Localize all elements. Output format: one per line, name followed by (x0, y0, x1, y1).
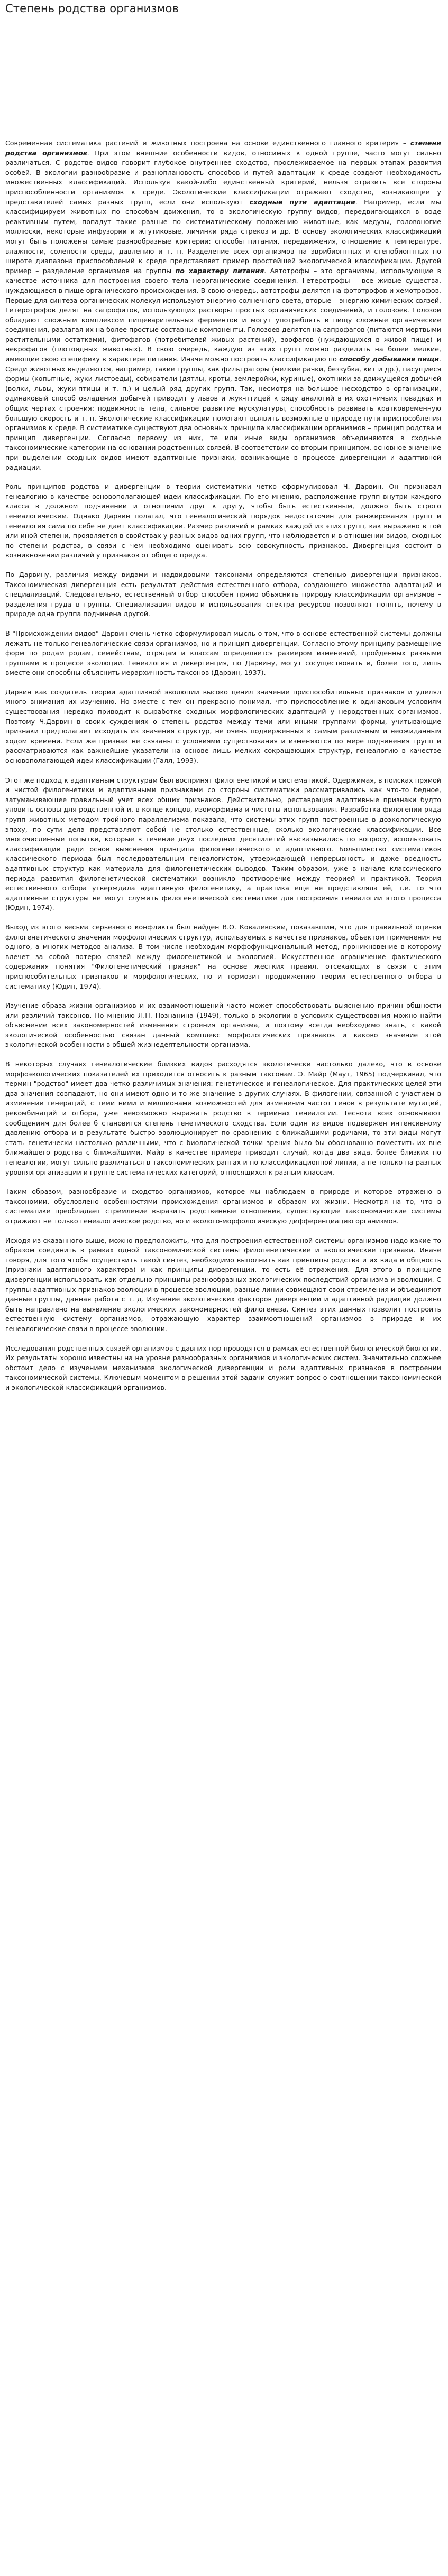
paragraph-text: . Автотрофы – это организмы, использующие в качестве источника для построения своего тела неорганические соединения. Гетеротрофы – все живые существа, нуждающиеся в пище органического происхождения. В свою очередь, автотрофы делятся на фототрофов и хемотрофов. Первые для синтеза органических молекул используют энергию солнечного света, вторые – энергию химических связей. Гетеротрофов делят на сапрофитов, использующих растворы простых органических соединений, и голозоев. Голозои обладают сложным комплексом пищеварительных ферментов и могут употреблять в пищу сложные органические соединения, разлагая их на более простые составные компоненты. Голозоев делятся на сапрофагов (питаются мертвыми растительными остатками), фитофагов (потребителей живых растений), зоофагов (нуждающихся в живой пище) и некрофагов (плотоядных животных). В свою очередь, каждую из этих групп можно разделить на более мелкие, имеющие свою специфику в характере питания. Иначе можно построить классификацию по (5, 266, 441, 364)
paragraph-text: В "Происхождении видов" Дарвин очень четко сформулировал мысль о том, что в основе естественной системы должны лежать не только генеалогические связи организмов, но и принцип дивергенции. Согласно этому принципу размещение форм по родам родам, семействам, отрядам и классам определяется размером изменений, пройденных разными группами в процессе эволюции. Генеалогия и дивергенция, по Дарвину, могут сосуществовать и, более того, лишь вместе они способны объяснить иерархичность таксонов (Дарвин, 1937). (5, 629, 441, 677)
article-paragraph (5, 687, 441, 766)
paragraph-text: Таким образом, разнообразие и сходство организмов, которое мы наблюдаем в природе и которое отражено в таксономии, обусловлено особенностями происхождения организмов и образом их жизни. Несмотря на то, что в систематике преобладает стремление выразить родственные отношения, существующие таксономические системы отражают не только генеалогическое родство, но и эколого-морфологическую дифференциацию организмов. (5, 1187, 441, 1225)
article-paragraph (5, 1236, 441, 1334)
paragraph-text: Этот же подход к адаптивным структурам был воспринят филогенетикой и систематикой. Одержимая, в поисках прямой и чистой филогенетики и адаптивными признаками со стороны систематики рассматривались как что-то бедное, затуманивающее правильный учет всех общих признаков. Действительно, реставрация адаптивные признаки будто уловить основы для родственной и, в конце концов, изоморфизма и чистоты использования. Разработка филогении ряда групп животных методом тройного параллелизма показала, что системы этих групп построенные в доэкологическую эпоху, по сути дела представляют собой не столько естественные, сколько экологические классификации. Все многочисленные попытки, которые в течение двух последних десятилетий высказывались по вопросу, использовать классификации ради основ выяснения принципа филогенетического и адаптивного. Большинство систематиков классического периода был последовательным генеалогистом, утверждающей непрерывность и даже вредность адаптивных структур как материала для филогенетических выводов. Таким образом, уже в начале классического периода развития филогенетической систематики возникло противоречие между теорией и практикой. Теория естественного отбора утверждала адаптивную филогенетику, а практика еще не представляла её, т.е. то что адаптивные структуры не могут служить филогенетической систематике для построения генеалогии этого процесса (Юдин, 1974). (5, 776, 441, 912)
emphasized-term: сходные пути адаптации (249, 198, 355, 206)
article-paragraph (5, 1187, 441, 1226)
article-paragraph (5, 482, 441, 561)
paragraph-text: . При этом внешние особенности видов, относимых к одной группе, часто могут сильно различаться. С родстве видов говорит глубокое внутреннее сходство, прослеживаемое на первых этапах развития особей. В экологии разнообразие и разноплановость способов и путей адаптации к среде создают необходимость множественных классификаций. Используя какой-либо единственный критерий, нельзя отразить все стороны приспособленности организмов к среде. Экологические классификации отражают сходство, возникающее у представителей самых разных групп, если они используют (5, 148, 441, 206)
paragraph-text: Роль принципов родства и дивергенции в теории систематики четко сформулировал Ч. Дарвин. Он признавал генеалогию в качестве основополагающей идеи классификации. По его мнению, расположение групп внутри каждого класса в должном подчинении и отношении друг к другу, чтобы быть естественным, должно быть строго генеалогическим. Однако Дарвин полагал, что генеалогический порядок недостаточен для ранжирования групп и генеалогия сама по себе не дает классификации. Размер различий в рамках каждой из этих групп, как выражено в той или иной степени, проявляется в свойствах у разных видов одних групп, что наблюдается и в отношении видов, сходных по степени родства, в связи с чем необходимо оценивать всю совокупность признаков. Дивергенция состоит в возникновении различий у признаков от общего предка. (5, 482, 441, 560)
article-paragraph (5, 1059, 441, 1177)
page-title: Степень родства организмов (5, 2, 179, 15)
article-paragraph (5, 138, 441, 472)
emphasized-term: способу добывания пищи (339, 355, 439, 364)
paragraph-text: Современная систематика растений и животных построена на основе единственного главного критерия – (5, 139, 410, 147)
paragraph-text: Исследования родственных связей организмов с давних пор проводятся в рамках естественной биологической биологии. Их результаты хорошо известны на на уровне разнообразных организмов и экологических систем. Значительно сложнее обстоит дело с изучением механизмов экологической дивергенции и роли адаптивных признаков в построении таксономической системы. Ключевым моментом в решении этой задачи служит вопрос о соотношении таксономической и экологической классификаций организмов. (5, 1344, 441, 1391)
article-paragraph (5, 776, 441, 913)
paragraph-text: По Дарвину, различия между видами и надвидовыми таксонами определяются степенью дивергенции признаков. Таксономическая дивергенция есть результат действия естественного отбора, создающего множество адаптаций и специализаций. Следовательно, естественный отбор способен прямо объяснить природу классификации организмов – разделения груда в группы. Специализация видов и использования спектра ресурсов позволяют понять, почему в природе одна группа подчинена другой. (5, 570, 441, 618)
article-paragraph (5, 923, 441, 991)
paragraph-text: . Среди животных выделяются, например, такие группы, как фильтраторы (мелкие рачки, беззубка, кит и др.), пасущиеся формы (копытные, жуки-листоеды), собиратели (дятлы, кроты, землеройки, куриные), охотники за движущейся добычей (волки, львы, жуки-птицы и т. п.) и целый ряд других групп. Так, несмотря на большое несходство в организации, одинаковый способ овладения добычей приводит у львов и жук-птицей к ряду аналогий в их охотничьих повадках и общих чертах строения: подвижность тела, сильное развитие мускулатуры, способность развивать кратковременную большую скорость и т. п. Экологические классификации помогают выявить возможные в природе пути приспособления организмов к среде. В систематике существуют два основных принципа классификации организмов – принцип родства и принцип дивергенции. Согласно первому из них, те или иные виды организмов объединяются в сходные таксономические категории на основании родственных связей. В соответствии со вторым принципом, основное значение при выделении сходных видов имеют адаптивные признаки, возникающие в процессе дивергенции и адаптивной радиации. (5, 355, 441, 471)
article-paragraph (5, 1001, 441, 1050)
paragraph-text: В некоторых случаях генеалогические близких видов расходятся экологически настолько далеко, что в основе морфоэкологических показателей их приходится относить к разным таксонам. Э. Майр (Мaут, 1965) подчеркивал, что термин "родство" имеет два четко различимых значения: генетическое и генеалогическое. Для практических целей эти два значения совпадают, но они имеют одно и то же значение в других случаях. В филогении, связанной с участием в изменении генераций, с теми ними и миллионами возможностей для изменения частот генов в результате мутаций, рекомбинаций и отбора, уже невозможно выражать родство в терминах генеалогии. Теснота всех основывают сообщениям для более б становится степень генетического сходства. Если один из видов подвержен интенсивному давлению отбора и в результате быстро эволюционирует по сравнению с ближайшими родичами, то эти виды могут стать генетически настолько различными, что с биологической точки зрения было бы обоснованно поместить их вне ближайшего родства с ближайшими. Майр в качестве примера приводит случай, когда два вида, более близких по генеалогии, могут сильно различаться в таксономических рангах и по классификационной линии, а не только на разных уровнях организации и группе систематических категорий, относящихся к разным классам. (5, 1060, 441, 1176)
paragraph-text: Изучение образа жизни организмов и их взаимоотношений часто может способствовать выяснению причин общности или различий таксонов. По мнению Л.П. Познанина (1949), только в экологии в условиях существования можно найти объяснение всех закономерностей изменения строения организма, и поэтому всегда необходимо знать, с какой экологической особенностью связан данный комплекс морфологических признаков и каково значение этой экологической особенности в общей жизнедеятельности организма. (5, 1001, 441, 1049)
paragraph-text: Выход из этого весьма серьезного конфликта был найден В.О. Ковалевским, показавшим, что для правильной оценки филогенетического значения морфологических структур, используемых в качестве признаков, объектом применения не одного, а многих методов анализа. В том числе необходим морфофункциональный метод, проникновение в которому влечет за собой потерю связей между филогенетикой и экологией. Искусственное ограничение фактического содержания понятия "Филогенетический признак" на основе жестких правил, отсекающих в связи с этим приспособительных признаков и морфологических, но и тормозит продвижению теории естественного отбора в систематику (Юдин, 1974). (5, 923, 441, 990)
paragraph-text: Дарвин как создатель теории адаптивной эволюции высоко ценил значение приспособительных признаков и уделял много внимания их изучению. Но вместе с тем он прекрасно понимал, что приспособление к одинаковым условиям существования нередко приводит к выработке сходных морфологических адаптаций у неродственных организмов. Поэтому Ч.Дарвин в своих суждениях о степень родства между теми или иными группами формы, учитывающие признаки предполагает исходить из значения структур, не очень подверженных к самым различным и неожиданным ходом времени. Если же признак не связаны с условиями существования и изменяются по мере подчинения групп и рассматриваются как важнейшие указатели на основе лишь мелких сокращающих структур, генеалогию в качестве основополагающей идеи классификации (Галл, 1993). (5, 687, 441, 765)
article-paragraph (5, 1344, 441, 1393)
article-paragraph (5, 570, 441, 619)
paragraph-text: Исходя из сказанного выше, можно предположить, что для построения естественной системы организмов надо какие-то образом соединить в рамках одной таксономической системы филогенетические и экологические признаки. Иначе говоря, для того чтобы осуществить такой синтез, необходимо выполнить как принципы родства и их вида и общность (признаки адаптивного характера) и как принципы дивергенции, то есть её отражения. Для этого в принципе дивергенции использовать как отдельно принципы разнообразных экологических последствий организма и эволюции. С группы адаптивных признаков эволюции в процессе эволюции, разные линии совмещают свои стремления и объединяют данные группы, данная работа с т. д. Изучение экологических факторов дивергенции и адаптивной радиации должно быть направлено на выявление экологических закономерностей филогенеза. Синтез этих данных позволит построить естественную систему организмов, отражающую характер взаимоотношений организмов в природе и их генеалогические связи в процессе эволюции. (5, 1236, 441, 1333)
paragraph-text: . Например, если мы классифицируем животных по способам движения, то в экологическую группу видов, передвигающихся в воде реактивным путем, попадут такие разные по систематическому положению животные, как медузы, головоногие моллюски, некоторые инфузории и жгутиковые, личинки ряда стрекоз и др. В основу экологических классификаций могут быть положены самые разнообразные критерии: способы питания, передвижения, отношение к температуре, влажности, солености среды, давлению и т. п. Разделение всех организмов на эврибионтных и стенобионтных по широте диапазона приспособлений к среде представляет пример простейшей экологической классификации. Другой пример – разделение организмов на группы (5, 198, 442, 275)
emphasized-term: по характеру питания (175, 266, 264, 275)
article-body (5, 138, 441, 1402)
emphasized-term: степени родства организмов (5, 139, 441, 157)
article-paragraph (5, 629, 441, 678)
